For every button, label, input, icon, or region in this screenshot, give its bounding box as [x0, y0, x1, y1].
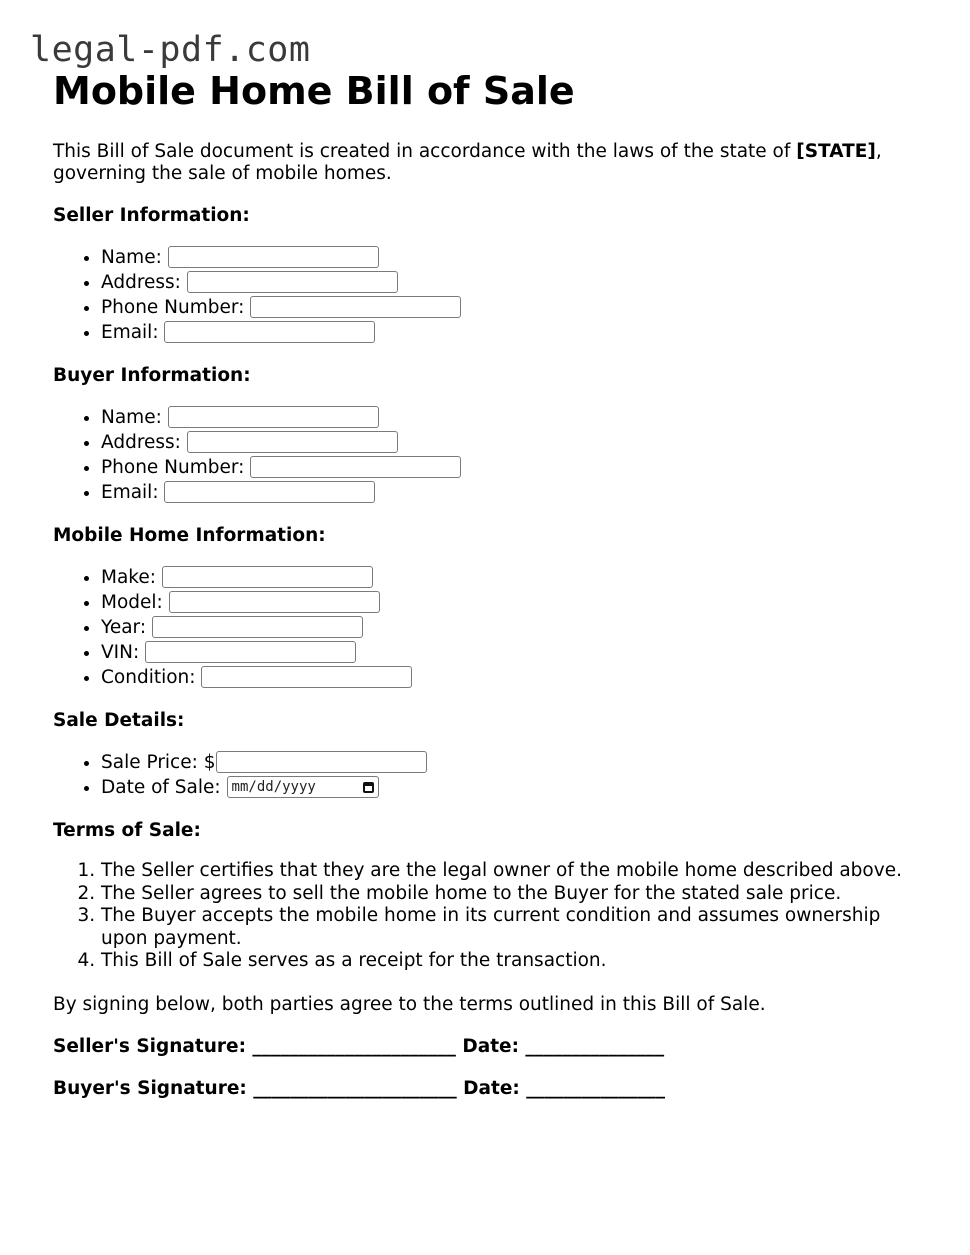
- sale-price-input[interactable]: [216, 751, 427, 773]
- year-input[interactable]: [152, 616, 363, 638]
- model-label: Model:: [101, 592, 163, 613]
- list-item: [101, 750, 923, 775]
- seller-fields: [53, 245, 923, 345]
- page-title: Mobile Home Bill of Sale: [53, 69, 575, 113]
- buyer-name-input[interactable]: [168, 406, 379, 428]
- seller-email-input[interactable]: [164, 321, 375, 343]
- buyer-email-label: Email:: [101, 482, 159, 503]
- buyer-signature-line: Buyer's Signature: ______________________ Date: _______________: [53, 1077, 665, 1099]
- vin-input[interactable]: [145, 641, 356, 663]
- buyer-name-label: Name:: [101, 407, 162, 428]
- buyer-address-label: Address:: [101, 432, 181, 453]
- mobile-home-fields: [53, 565, 923, 690]
- sale-date-input[interactable]: [227, 776, 379, 798]
- buyer-fields: [53, 405, 923, 505]
- model-input[interactable]: [169, 591, 380, 613]
- make-label: Make:: [101, 567, 156, 588]
- list-item: [101, 430, 923, 455]
- sale-price-label: Sale Price: $: [101, 752, 216, 773]
- intro-text-end: , governing the sale of mobile homes.: [53, 141, 882, 184]
- list-item: [101, 590, 923, 615]
- terms-item: 3. The Buyer accepts the mobile home in its current condition and assumes ownership upon payment.: [101, 905, 923, 950]
- calendar-icon[interactable]: [363, 782, 374, 793]
- condition-label: Condition:: [101, 667, 196, 688]
- list-item: [101, 640, 923, 665]
- seller-address-label: Address:: [101, 272, 181, 293]
- list-item: [101, 295, 923, 320]
- seller-phone-input[interactable]: [250, 296, 461, 318]
- list-item: [101, 775, 923, 800]
- seller-signature-line: Seller's Signature: ______________________ Date: _______________: [53, 1035, 665, 1057]
- sale-details-heading: Sale Details:: [53, 710, 185, 731]
- buyer-email-input[interactable]: [164, 481, 375, 503]
- state-placeholder: [STATE]: [796, 141, 876, 162]
- list-item: [101, 665, 923, 690]
- date-placeholder: mm/dd/yyyy: [231, 778, 316, 795]
- list-item: [101, 615, 923, 640]
- list-item: [101, 480, 923, 505]
- mobile-home-heading: Mobile Home Information:: [53, 525, 326, 546]
- list-item: [101, 565, 923, 590]
- seller-heading: Seller Information:: [53, 205, 250, 226]
- buyer-heading: Buyer Information:: [53, 365, 251, 386]
- intro-text: This Bill of Sale document is created in accordance with the laws of the state of: [53, 141, 797, 162]
- closing-statement: By signing below, both parties agree to the terms outlined in this Bill of Sale.: [53, 993, 766, 1015]
- sale-date-label: Date of Sale:: [101, 777, 221, 798]
- intro-paragraph: [53, 141, 923, 185]
- terms-item: 2. The Seller agrees to sell the mobile home to the Buyer for the stated sale price.: [101, 883, 923, 906]
- list-item: [101, 270, 923, 295]
- seller-name-input[interactable]: [168, 246, 379, 268]
- seller-address-input[interactable]: [187, 271, 398, 293]
- terms-item: 1. The Seller certifies that they are the legal owner of the mobile home described above.: [101, 860, 923, 883]
- list-item: [101, 245, 923, 270]
- document-body: [53, 68, 923, 1100]
- list-item: [101, 405, 923, 430]
- list-item: [101, 320, 923, 345]
- make-input[interactable]: [162, 566, 373, 588]
- list-item: [101, 455, 923, 480]
- seller-phone-label: Phone Number:: [101, 297, 245, 318]
- terms-heading: Terms of Sale:: [53, 820, 201, 841]
- terms-item: 4. This Bill of Sale serves as a receipt for the transaction.: [101, 950, 923, 973]
- watermark: legal-pdf.com: [30, 30, 311, 70]
- buyer-address-input[interactable]: [187, 431, 398, 453]
- seller-name-label: Name:: [101, 247, 162, 268]
- vin-label: VIN:: [101, 642, 140, 663]
- seller-email-label: Email:: [101, 322, 159, 343]
- condition-input[interactable]: [201, 666, 412, 688]
- terms-list: [53, 860, 923, 973]
- year-label: Year:: [101, 617, 147, 638]
- buyer-phone-label: Phone Number:: [101, 457, 245, 478]
- sale-fields: [53, 750, 923, 800]
- buyer-phone-input[interactable]: [250, 456, 461, 478]
